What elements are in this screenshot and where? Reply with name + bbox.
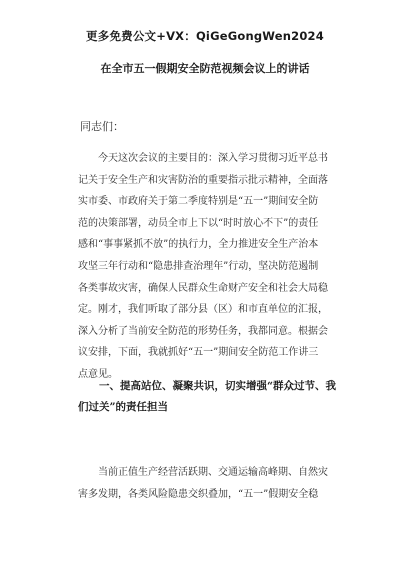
text-line: 点意见。 bbox=[78, 368, 118, 380]
text-line: 议安排，下面，我就抓好“五一”期间安全防范工作讲三 bbox=[78, 347, 319, 359]
text-line: 深入分析了当前安全防范的形势任务，我都同意。根据会 bbox=[78, 325, 328, 337]
text-line: 实市委、市政府关于第二季度特别是“五一”期间安全防 bbox=[78, 196, 319, 208]
text-line: 害多发期，各类风险隐患交织叠加，“五一”假期安全稳 bbox=[78, 488, 319, 500]
promo-banner: 更多免费公文+VX：QiGeGongWen2024 bbox=[86, 29, 324, 43]
text-line: 今天这次会议的主要目的：深入学习贯彻习近平总书 bbox=[78, 153, 328, 164]
text-line: 当前正值生产经营活跃期、交通运输高峰期、自然灾 bbox=[78, 467, 328, 478]
text-line: 感和“事事紧抓不放”的执行力，全力推进安全生产治本 bbox=[78, 239, 319, 251]
text-line: 定。刚才，我们听取了部分县（区）和市直单位的汇报， bbox=[78, 304, 328, 316]
section-heading-1 bbox=[78, 376, 340, 418]
text-line: 攻坚三年行动和“隐患排查治理年”行动，坚决防范遏制 bbox=[78, 260, 319, 272]
paragraph-section-1 bbox=[78, 462, 338, 505]
document-title: 在全市五一假期安全防范视频会议上的讲话 bbox=[100, 62, 310, 75]
heading-line: 一、提高站位、凝聚共识，切实增强“群众过节、我 bbox=[78, 380, 337, 392]
heading-line: 们过关”的责任担当 bbox=[78, 401, 169, 413]
text-line: 范的决策部署，动员全市上下以“时时放心不下”的责任 bbox=[78, 217, 319, 229]
paragraph-intro bbox=[78, 148, 338, 386]
salutation: 同志们： bbox=[80, 120, 124, 133]
text-line: 各类事故灾害，确保人民群众生命财产安全和社会大局稳 bbox=[78, 282, 328, 294]
text-line: 记关于安全生产和灾害防治的重要指示批示精神，全面落 bbox=[78, 174, 328, 186]
